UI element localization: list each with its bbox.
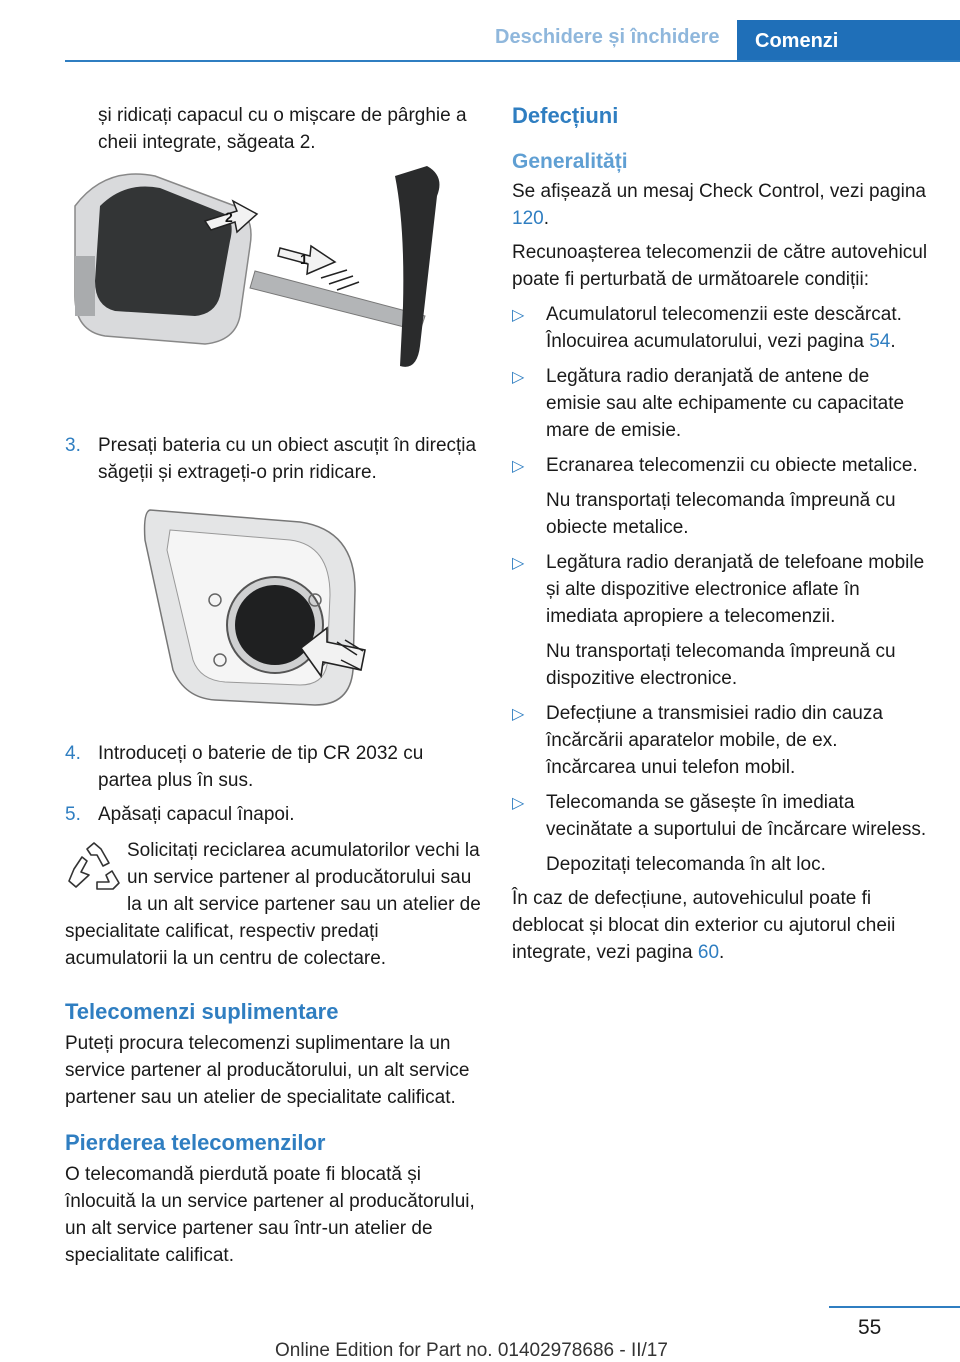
list-item-body: Defecțiune a transmisiei radio din cauza încărcării aparatelor mobile, de ex. încărcarea unui telefon mobil.: [546, 703, 883, 778]
page-number: 55: [858, 1316, 882, 1339]
page-link[interactable]: 54: [869, 331, 891, 352]
list-item-text: [546, 452, 928, 479]
heading-general: Generalități: [512, 150, 628, 173]
list-item: [512, 363, 928, 444]
bullet-triangle-icon: ▷: [512, 795, 525, 812]
arrow-1-label: 1: [300, 251, 308, 267]
list-item-body: Telecomanda se găsește în imediata vecinătate a suportului de încărcare wireless.: [546, 792, 927, 840]
recycle-icon: [65, 841, 123, 893]
step-3-text: Presați bateria cu un obiect ascuțit în direcția săgeții și extrageți-o prin ridicare.: [98, 435, 477, 483]
header-section-title: Deschidere și închidere: [495, 26, 720, 48]
step-5: [65, 801, 481, 828]
general-text-1-body: Se afișează un mesaj Check Control, vezi pagina: [512, 181, 927, 202]
list-item: [512, 452, 928, 541]
list-item-text: [546, 549, 928, 630]
recycle-text-body: Solicitați reciclarea acumulatorilor vechi la un service partener al producătorului sau la un alt service partener sau un atelier de specialitate calificat, respectiv predați acumulatorii la un centru de colectare.: [65, 840, 481, 969]
step-3-number: 3.: [65, 435, 81, 456]
bullet-triangle-icon: ▷: [512, 458, 525, 475]
battery-illustration: [65, 500, 481, 720]
list-item-body: Legătura radio deranjată de telefoane mobile și alte dispozitive electronice aflate în imediata apropiere a telecomenzii.: [546, 552, 925, 627]
heading-lost-remotes: Pierderea telecomenzilor: [65, 1130, 326, 1155]
step-4-text: Introduceți o baterie de tip CR 2032 cu partea plus în sus.: [98, 743, 424, 791]
left-column: [65, 102, 481, 1269]
key-blade-illustration: [65, 166, 481, 404]
list-item: [512, 700, 928, 781]
page-link-60[interactable]: 60: [697, 942, 720, 963]
recycle-text: [65, 837, 481, 972]
header-rule: [65, 60, 960, 62]
fault-conclusion: [512, 885, 928, 966]
list-item-note: Nu transportați telecomanda împreună cu dispozitive electronice.: [546, 641, 896, 689]
conditions-list: [512, 301, 928, 878]
general-text-1-end: .: [543, 208, 549, 229]
list-item-text: [546, 301, 928, 355]
bullet-triangle-icon: ▷: [512, 555, 525, 572]
fault-conclusion-end: .: [719, 942, 725, 963]
continuation-text: și ridicați capacul cu o mișcare de pârghie a cheii integrate, săgeata 2.: [98, 105, 467, 153]
recycle-note: [65, 837, 481, 972]
list-item: [512, 301, 928, 355]
extra-remotes-text: Puteți procura telecomenzi suplimentare la un service partener al producătorului, un alt service partener sau un atelier de specialitate calificat.: [65, 1033, 470, 1108]
page-number-rule: [829, 1306, 960, 1308]
key-blade-figure: [65, 166, 481, 404]
list-item-text: [546, 700, 928, 781]
heading-extra-remotes: Telecomenzi suplimentare: [65, 999, 339, 1024]
list-item: [512, 789, 928, 878]
list-item-end: .: [890, 331, 896, 352]
footer-edition: Online Edition for Part no. 01402978686 - II/17: [275, 1340, 668, 1361]
arrow-2-label: 2: [225, 209, 233, 225]
bullet-triangle-icon: ▷: [512, 706, 525, 723]
step-5-text: Apăsați capacul înapoi.: [98, 804, 295, 825]
list-item: [512, 549, 928, 692]
list-item-text: [546, 789, 928, 843]
page-link-120[interactable]: 120: [512, 208, 544, 229]
lost-remotes-text: O telecomandă pierdută poate fi blocată și înlocuită la un service partener al producătorului, un alt service partener sau într-un atelier de specialitate calificat.: [65, 1164, 475, 1266]
list-item-note: Nu transportați telecomanda împreună cu obiecte metalice.: [546, 490, 896, 538]
fault-conclusion-body: În caz de defecțiune, autovehiculul poate fi deblocat și blocat din exterior cu ajutorul cheii integrate, vezi pagina: [512, 888, 896, 963]
header-tab: [737, 20, 960, 62]
battery-figure: [65, 500, 481, 720]
list-item-body: Acumulatorul telecomenzii este descărcat. Înlocuirea acumulatorului, vezi pagina: [546, 304, 902, 352]
step-4: [65, 740, 481, 794]
list-item-text: [546, 363, 928, 444]
general-text-2: Recunoașterea telecomenzii de către autovehicul poate fi perturbată de următoarele condiții:: [512, 242, 928, 290]
general-text-1: [512, 178, 928, 232]
header-tab-label: Comenzi: [755, 30, 839, 52]
list-item-body: Ecranarea telecomenzii cu obiecte metalice.: [546, 455, 918, 476]
bullet-triangle-icon: ▷: [512, 307, 525, 324]
list-item-note: Depozitați telecomanda în alt loc.: [546, 854, 826, 875]
step-3: [65, 432, 481, 486]
right-column: [512, 102, 928, 966]
bullet-triangle-icon: ▷: [512, 369, 525, 386]
list-item-body: Legătura radio deranjată de antene de emisie sau alte echipamente cu capacitate mare de emisie.: [546, 366, 905, 441]
heading-faults: Defecțiuni: [512, 103, 619, 128]
step-4-number: 4.: [65, 743, 81, 764]
step-5-number: 5.: [65, 804, 81, 825]
